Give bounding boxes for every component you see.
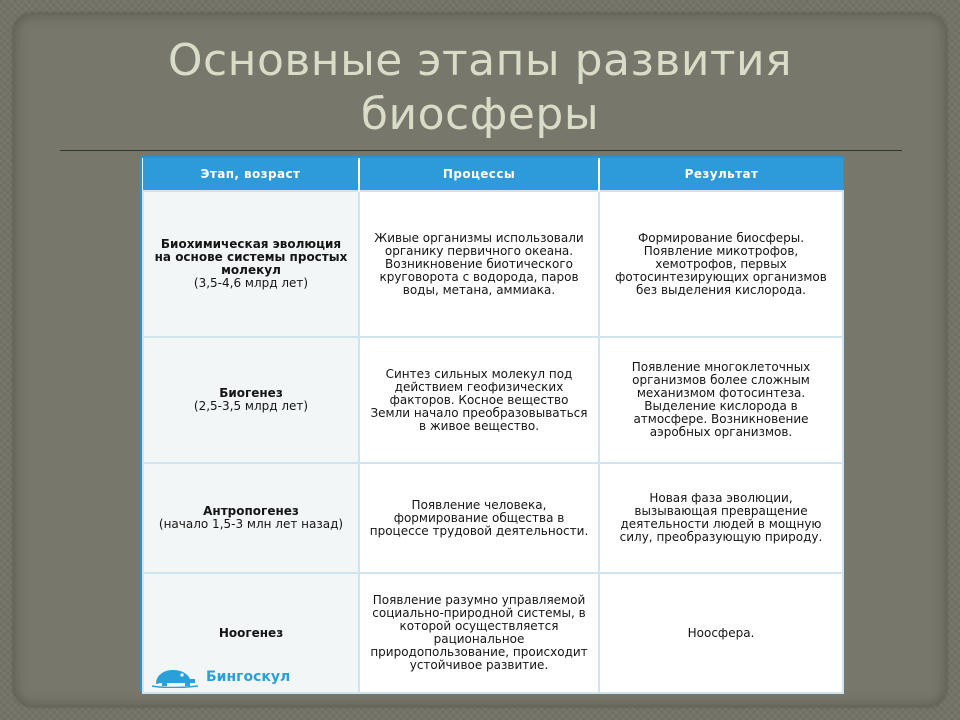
stage-age: (начало 1,5-3 млн лет назад)	[158, 517, 344, 531]
title-divider	[60, 150, 902, 151]
elephant-logo-icon	[152, 666, 198, 688]
stage-name: Биогенез	[219, 386, 283, 400]
stage-cell	[143, 191, 359, 337]
processes-cell: Синтез сильных молекул под действием геофизических факторов. Косное вещество Земли начало преобразовываться в живое вещество.	[359, 337, 599, 463]
stage-age: (3,5-4,6 млрд лет)	[193, 276, 309, 290]
processes-cell: Появление человека, формирование общества в процессе трудовой деятельности.	[359, 463, 599, 573]
processes-cell: Появление разумно управляемой социально-природной системы, в которой осуществляется рациональное природопользование, происходит устойчивое развитие.	[359, 573, 599, 693]
title-line-2: биосферы	[360, 89, 600, 140]
result-cell: Ноосфера.	[599, 573, 843, 693]
biosphere-stages-table	[140, 156, 844, 692]
table-row	[143, 337, 843, 463]
result-cell: Новая фаза эволюции, вызывающая превращение деятельности людей в мощную силу, преобразующую природу.	[599, 463, 843, 573]
stage-cell	[143, 463, 359, 573]
result-cell: Появление многоклеточных организмов более сложным механизмом фотосинтеза. Выделение кислорода в атмосфере. Возникновение аэробных организмов.	[599, 337, 843, 463]
stage-name: Ноогенез	[218, 625, 284, 640]
stages-table	[142, 158, 844, 694]
result-cell: Формирование биосферы. Появление микотрофов, хемотрофов, первых фотосинтезирующих организмов без выделения кислорода.	[599, 191, 843, 337]
header-result: Результат	[599, 158, 843, 191]
table-row	[143, 191, 843, 337]
table-header-row	[143, 158, 843, 191]
stage-cell	[143, 337, 359, 463]
stage-age: (2,5-3,5 млрд лет)	[193, 399, 309, 413]
table-row	[143, 463, 843, 573]
header-processes: Процессы	[359, 158, 599, 191]
processes-cell: Живые организмы использовали органику первичного океана. Возникновение биотического круговорота с водорода, паров воды, метана, аммиака.	[359, 191, 599, 337]
header-stage: Этап, возраст	[143, 158, 359, 191]
stage-name: Биохимическая эволюция на основе системы простых молекул	[154, 237, 348, 277]
title-line-1: Основные этапы развития	[167, 35, 793, 86]
slide-title	[60, 34, 900, 142]
watermark-text: Бингоскул	[206, 669, 291, 685]
stage-name: Антропогенез	[203, 504, 299, 518]
bingoskul-watermark	[152, 664, 352, 690]
